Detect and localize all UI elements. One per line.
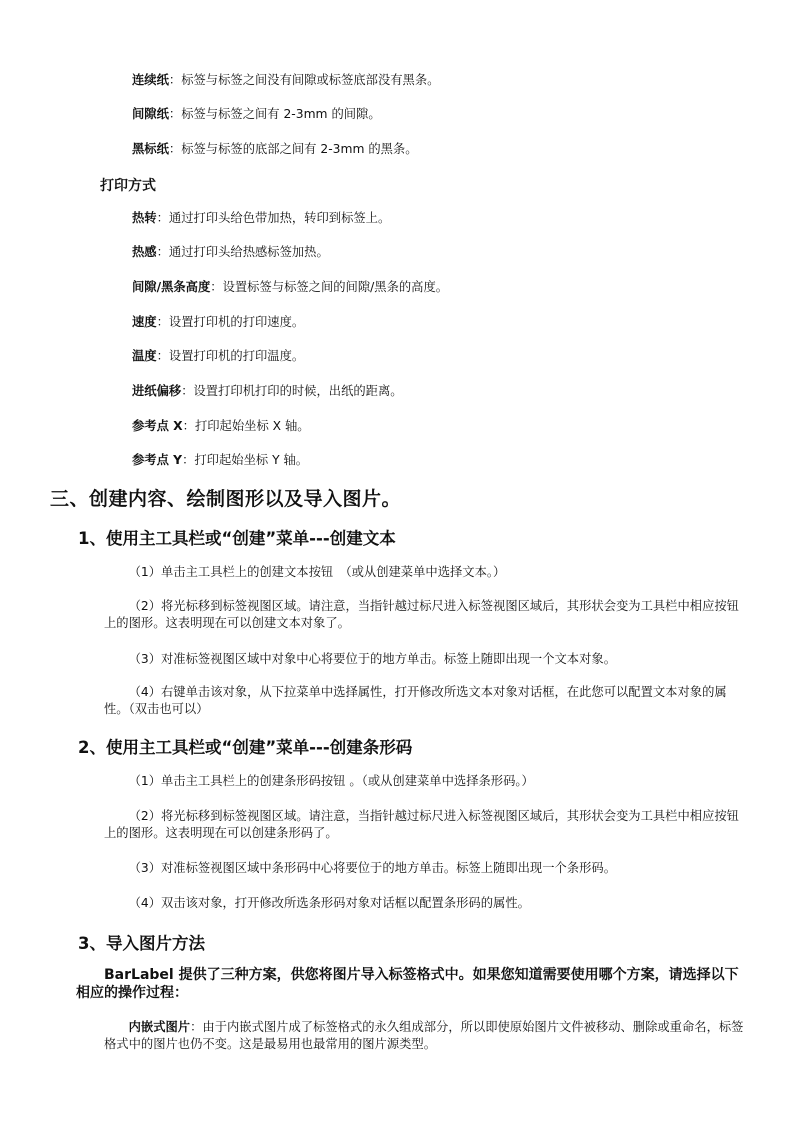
desc: ：通过打印头给热感标签加热。 xyxy=(156,245,329,259)
subsection-title: 3、导入图片方法 xyxy=(78,934,205,953)
desc: ：由于内嵌式图片成了标签格式的永久组成部分，所以即使原始图片文件被移动、删除或重命名，标签格式中的图片也仍不变。这是最易用也最常用的图片源类型。 xyxy=(104,1020,744,1051)
term: 参考点 X xyxy=(132,419,183,433)
print-mode-item xyxy=(132,348,304,364)
desc: ：设置打印机打印的时候，出纸的距离。 xyxy=(181,384,403,398)
desc: ：设置打印机的打印速度。 xyxy=(156,315,305,329)
term: 进纸偏移 xyxy=(132,384,182,398)
print-mode-item xyxy=(132,452,308,468)
print-mode-item xyxy=(132,210,390,226)
term: 连续纸 xyxy=(132,73,169,87)
step-paragraph: （4）右键单击该对象，从下拉菜单中选择属性，打开修改所选文本对象对话框，在此您可以配置文本对象的属性。（双击也可以） xyxy=(104,685,727,716)
step-paragraph: （2）将光标移到标签视图区域。请注意，当指针越过标尺进入标签视图区域后，其形状会变为工具栏中相应按钮上的图形。这表明现在可以创建条形码了。 xyxy=(104,809,739,840)
print-mode-item xyxy=(132,244,329,260)
term: 热感 xyxy=(132,245,157,259)
step-paragraph: （1）单击主工具栏上的创建条形码按钮 。（或从创建菜单中选择条形码。） xyxy=(128,774,534,788)
term: 内嵌式图片 xyxy=(128,1020,191,1034)
term: 热转 xyxy=(132,211,157,225)
paper-type-blackmark xyxy=(132,141,418,157)
term: 温度 xyxy=(132,349,157,363)
step-paragraph: （3）对准标签视图区域中条形码中心将要位于的地方单击。标签上随即出现一个条形码。 xyxy=(128,861,616,875)
subsection-title: 1、使用主工具栏或“创建”菜单---创建文本 xyxy=(78,529,396,548)
term: 速度 xyxy=(132,315,157,329)
desc: ：打印起始坐标 Y 轴。 xyxy=(182,453,309,467)
desc: ：设置打印机的打印温度。 xyxy=(156,349,305,363)
term: 参考点 Y xyxy=(132,453,183,467)
step-paragraph: （2）将光标移到标签视图区域。请注意，当指针越过标尺进入标签视图区域后，其形状会变为工具栏中相应按钮上的图形。这表明现在可以创建文本对象了。 xyxy=(104,599,739,630)
step-paragraph: （4）双击该对象，打开修改所选条形码对象对话框以配置条形码的属性。 xyxy=(128,896,530,910)
print-mode-item xyxy=(132,418,310,434)
desc: ：通过打印头给色带加热，转印到标签上。 xyxy=(156,211,391,225)
step-paragraph: （3）对准标签视图区域中对象中心将要位于的地方单击。标签上随即出现一个文本对象。 xyxy=(128,652,616,666)
step-paragraph: （1）单击主工具栏上的创建文本按钮 （或从创建菜单中选择文本。） xyxy=(128,565,506,579)
embedded-image-paragraph xyxy=(104,1019,744,1053)
desc: ：设置标签与标签之间的间隙/黑条的高度。 xyxy=(210,280,449,294)
desc: ：标签与标签之间没有间隙或标签底部没有黑条。 xyxy=(168,73,440,87)
section-title: 三、创建内容、绘制图形以及导入图片。 xyxy=(50,488,402,510)
term: 间隙/黑条高度 xyxy=(132,280,211,294)
subsection-title: 2、使用主工具栏或“创建”菜单---创建条形码 xyxy=(78,738,413,757)
term: 黑标纸 xyxy=(132,142,169,156)
paper-type-gap xyxy=(132,106,381,122)
print-mode-item xyxy=(132,314,304,330)
print-mode-item xyxy=(132,383,403,399)
term: 间隙纸 xyxy=(132,107,169,121)
paper-type-continuous xyxy=(132,72,439,88)
print-mode-heading: 打印方式 xyxy=(100,178,156,194)
print-mode-item xyxy=(132,279,448,295)
desc: ：标签与标签的底部之间有 2-3mm 的黑条。 xyxy=(168,142,418,156)
desc: ：标签与标签之间有 2-3mm 的间隙。 xyxy=(168,107,381,121)
desc: ：打印起始坐标 X 轴。 xyxy=(182,419,310,433)
intro-paragraph: BarLabel 提供了三种方案，供您将图片导入标签格式中。如果您知道需要使用哪个方案，请选择以下相应的操作过程： xyxy=(76,967,739,1001)
